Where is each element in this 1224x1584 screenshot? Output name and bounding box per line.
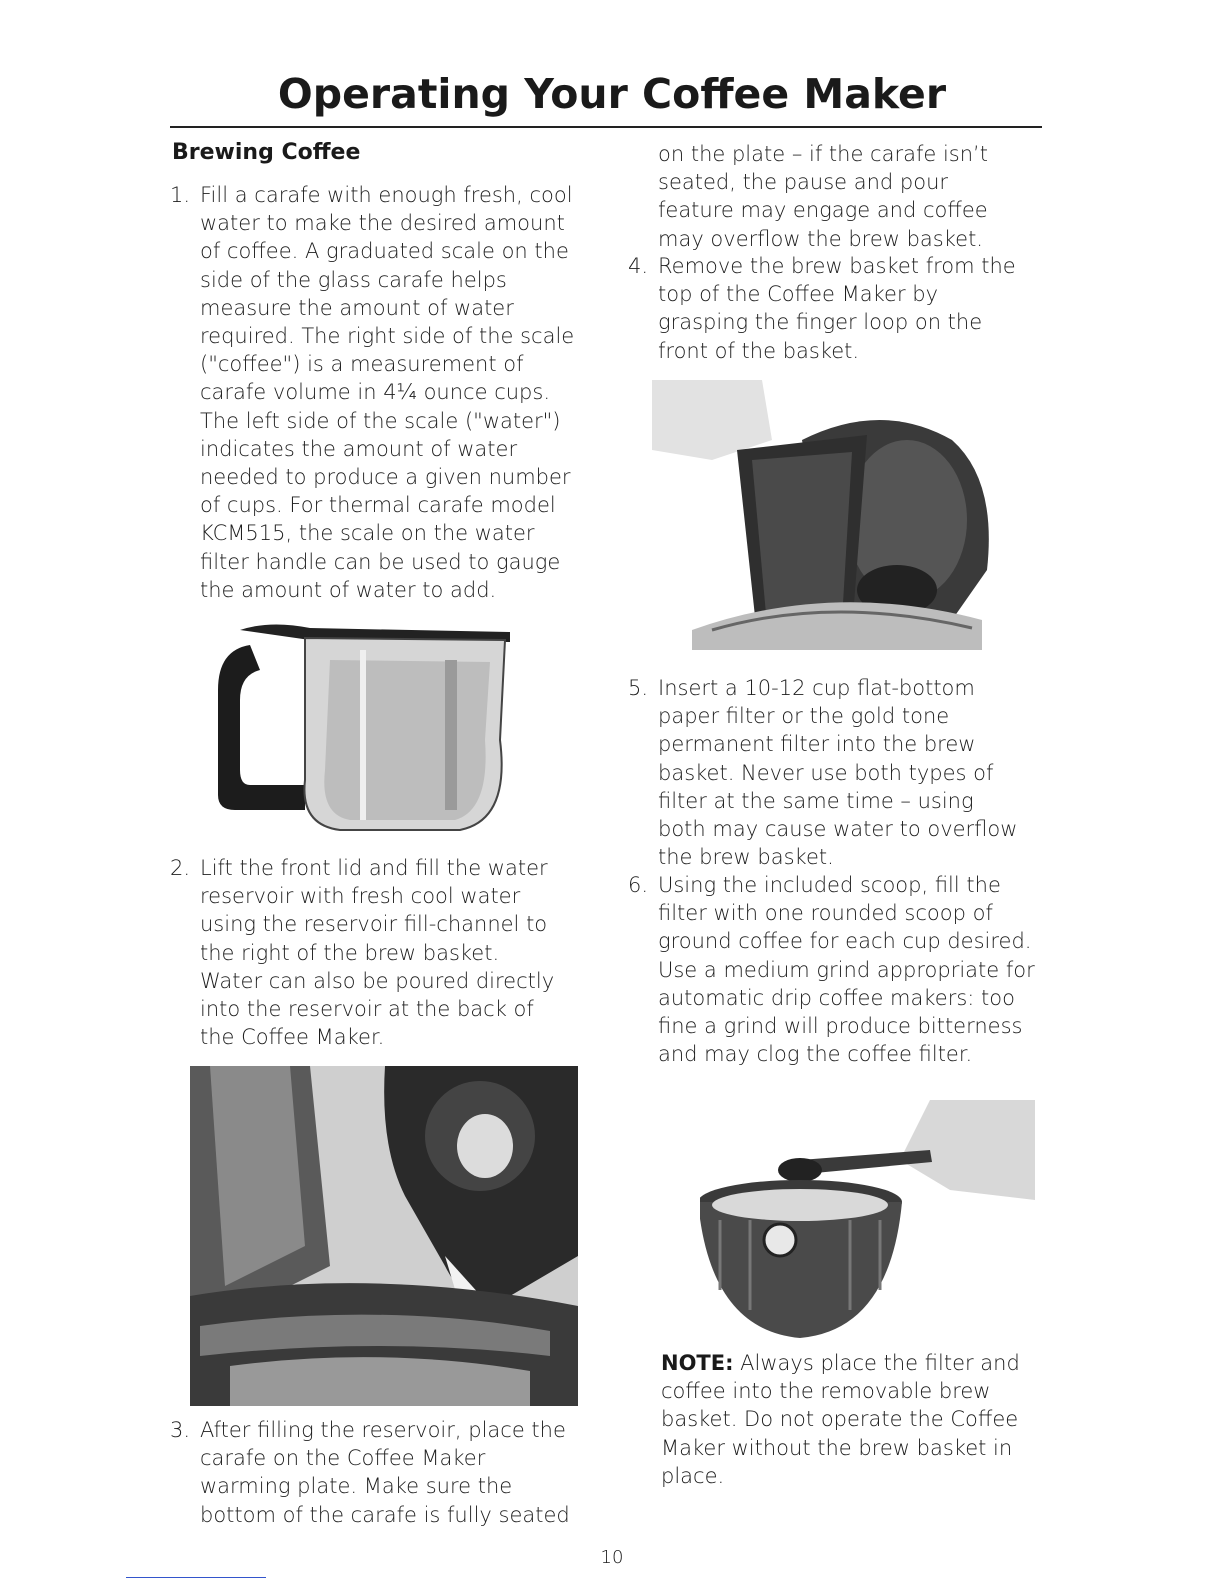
coffee-scoop-illustration [700, 1090, 1040, 1340]
step-text: After filling the reservoir, place the carafe on the Coffee Maker warming plate. Make sure the bottom of the carafe is fully seated [200, 1418, 570, 1527]
step-text: Lift the front lid and fill the water reservoir with fresh cool water using the reservoir fill-channel to the right of the brew basket. Water can also be poured directly into the reservoir at the back of the Coffee Maker. [200, 856, 555, 1050]
step-text: Remove the brew basket from the top of the Coffee Maker by grasping the finger loop on the front of the basket. [658, 254, 1016, 363]
reservoir-fill-illustration [190, 1066, 578, 1406]
step-number: 1. [170, 183, 191, 207]
brew-basket-removal-illustration [652, 380, 997, 650]
carafe-illustration [210, 620, 520, 835]
step-text: Insert a 10-12 cup flat-bottom paper filter or the gold tone permanent filter into the brew basket. Never use both types of filter at the same time – using both may cause water to overflow the brew basket. [658, 676, 1018, 870]
title-rule [170, 126, 1042, 128]
corner-mark [126, 1577, 266, 1578]
step-text: Using the included scoop, fill the filter with one rounded scoop of ground coffee for each cup desired. Use a medium grind appropriate for automatic drip coffee makers: too fine a grind will produce bitterness and may clog the coffee filter. [658, 873, 1035, 1067]
page-number: 10 [600, 1547, 624, 1568]
step-number: 3. [170, 1418, 191, 1442]
step-text: Fill a carafe with enough fresh, cool water to make the desired amount of coffee. A graduated scale on the side of the glass carafe helps measure the amount of water required. The right side of the scale ("coffee") is a measurement of carafe volume in 4¼ ounce cups. The left side of the scale ("water") indicates the amount of water needed to produce a given number of cups. For thermal carafe model KCM515, the scale on the water filter handle can be used to gauge the amount of water to add. [200, 183, 575, 602]
section-heading: Brewing Coffee [172, 140, 361, 165]
step-text: on the plate – if the carafe isn’t seated, the pause and pour feature may engage and coffee may overflow the brew basket. [658, 142, 988, 251]
note-label: NOTE: [661, 1351, 734, 1375]
note-paragraph: NOTE: Always place the filter and coffee into the removable brew basket. Do not operate the Coffee Maker without the brew basket in place. [661, 1351, 1020, 1488]
step-number: 5. [628, 676, 649, 700]
step-number: 4. [628, 254, 649, 278]
step-number: 2. [170, 856, 191, 880]
page-title: Operating Your Coffee Maker [277, 70, 947, 118]
step-number: 6. [628, 873, 649, 897]
